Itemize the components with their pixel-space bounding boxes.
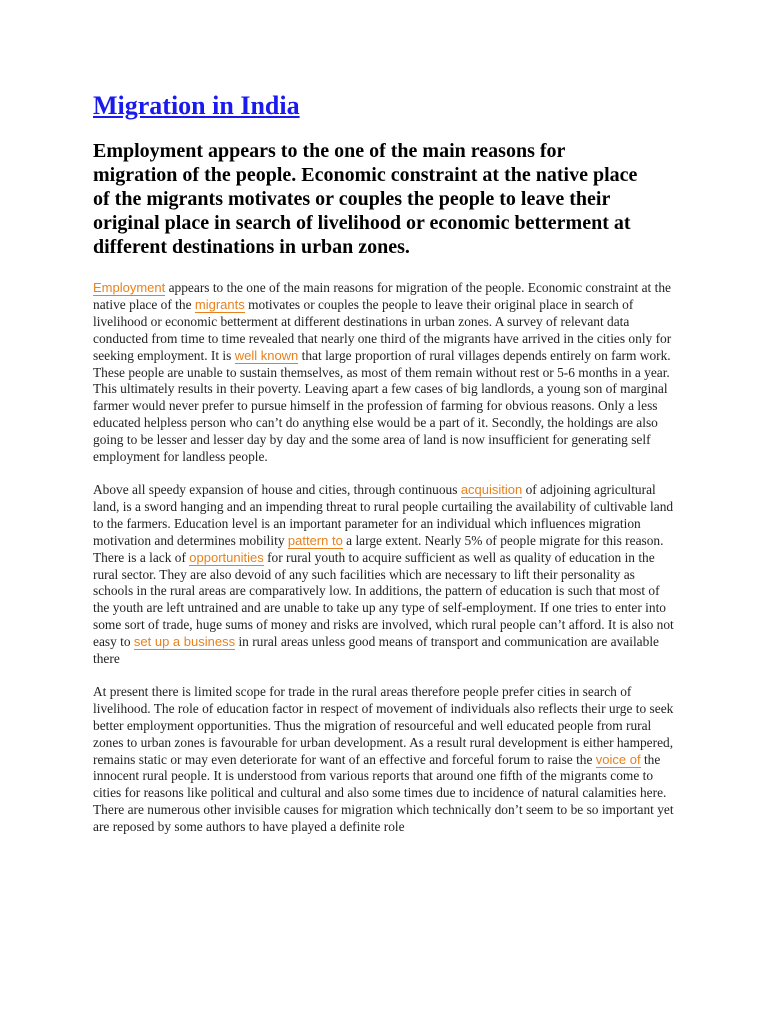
paragraph-2-text-1: Above all speedy expansion of house and cities, through continuous — [93, 481, 461, 497]
article-subtitle: Employment appears to the one of the main reasons for migration of the people. Economic constraint at the native place of the migrants motivates or couples the people to leave their original place in search of livelihood or economic betterment at different destinations in urban zones. — [93, 140, 638, 258]
paragraph-1-text-1: appears to the one of the main reasons for migration of the people. Economic constraint at the native place of the — [93, 280, 671, 312]
link-voice-of[interactable]: voice of — [595, 751, 641, 767]
paragraph-1-text-3: that large proportion of rural villages depends entirely on farm work. These people are unable to sustain themselves, as most of them remain without rest or 5-6 months in a year. This ultimately results in their poverty. Leaving apart a few cases of big landlords, a young son of marginal farmer would never prefer to pursue himself in the profession of farming for obvious reasons. Only a less educated helpless person who can’t do anything else would be a part of it. Secondly, the holdings are also going to be lesser and lesser day by day and the some area of land is now insufficient for generating self employment for landless people. — [93, 347, 671, 465]
link-migrants[interactable]: migrants — [194, 296, 245, 312]
link-acquisition[interactable]: acquisition — [460, 481, 523, 497]
page-title-link[interactable]: Migration in India — [93, 91, 300, 120]
paragraph-2-text-5: in rural areas unless good means of transport and communication are available there — [93, 634, 659, 667]
link-opportunities[interactable]: opportunities — [189, 549, 264, 565]
paragraph-1-text-2: motivates or couples the people to leave their original place in search of livelihood or economic betterment at different destinations in urban zones. A survey of relevant data conducted from time to time revealed that nearly one third of the migrants have arrived in the cities only for seeking employment. It is — [93, 296, 672, 363]
paragraph-3-text-2: the innocent rural people. It is understood from various reports that around one fifth of the migrants come to cities for reasons like political and cultural and also some times due to incidence of natural calamities here. There are numerous other invisible causes for migration which technically don’t seem to be so important yet are reposed by some authors to have played a definite role — [93, 751, 674, 835]
link-well-known[interactable]: well known — [234, 347, 299, 363]
document-page — [93, 86, 677, 836]
paragraph-2-text-2: of adjoining agricultural land, is a sword hanging and an impending threat to rural people curtailing the availability of cultivable land to the farmers. Education level is an important parameter for an individual which influences migration motivation and determines mobility — [93, 481, 674, 548]
link-employment[interactable]: Employment — [93, 280, 166, 295]
paragraph-1 — [93, 280, 677, 466]
paragraph-2 — [93, 482, 677, 668]
paragraph-3-text-1: At present there is limited scope for trade in the rural areas therefore people prefer cities in search of livelihood. The role of education factor in respect of movement of individuals also reflects their urge to seek better employment opportunities. Thus the migration of resourceful and well educated people from rural zones to urban zones is favourable for urban development. As a result rural development is either hampered, remains static or may even deteriorate for want of an effective and forceful forum to raise the — [93, 683, 674, 767]
paragraph-2-text-3: a large extent. Nearly 5% of people migrate for this reason. There is a lack of — [93, 532, 664, 565]
paragraph-3 — [93, 684, 677, 836]
paragraph-2-text-4: for rural youth to acquire sufficient as well as quality of education in the rural sector. They are also devoid of any such facilities which are necessary to lift their personality as schools in the rural areas are comparatively low. In additions, the pattern of education is such that most of the youth are left untrained and are unable to take up any type of self-employment. If one tries to enter into some sort of trade, huge sums of money and risks are involved, which rural people can’t afford. It is also not easy to — [93, 549, 674, 650]
link-set-up-a-business[interactable]: set up a business — [133, 634, 236, 650]
link-pattern-to[interactable]: pattern to — [287, 532, 343, 548]
